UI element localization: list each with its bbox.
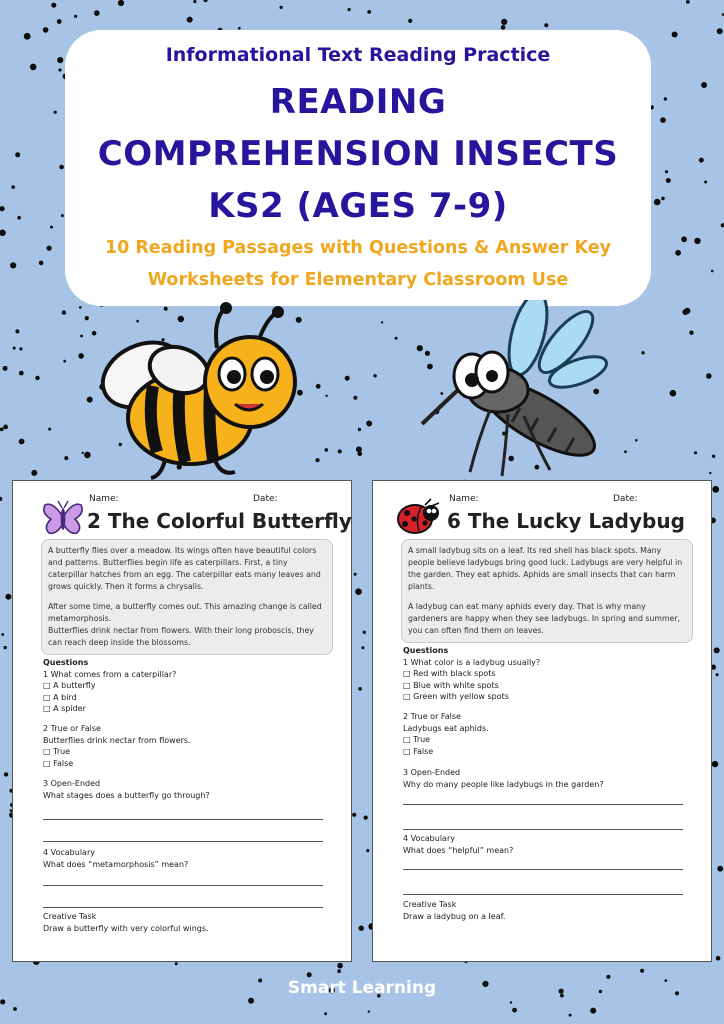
question-1 (43, 657, 176, 715)
background-dot (666, 178, 671, 183)
background-dot (704, 181, 707, 184)
background-dot (689, 331, 693, 335)
background-dot (175, 962, 178, 965)
background-dot (61, 214, 64, 217)
background-dot (345, 376, 350, 381)
background-dot (709, 472, 711, 474)
background-dot (50, 226, 53, 229)
background-dot (686, 0, 690, 4)
background-dot (57, 19, 62, 24)
passage-line: and patterns. Butterflies begin life as caterpillars. First, a tiny (48, 558, 288, 567)
background-dot (39, 261, 44, 266)
background-dot (203, 0, 207, 2)
background-dot (681, 236, 687, 242)
background-dot (711, 270, 714, 273)
answer-option[interactable]: □ True (43, 747, 71, 756)
question-prompt: What does “metamorphosis” mean? (43, 859, 189, 869)
background-dot (670, 390, 677, 397)
answer-line[interactable] (403, 829, 683, 830)
question-prompt: 1 What color is a ladybug usually? (403, 657, 541, 667)
name-label: Name: (89, 494, 119, 504)
passage-line: people believe ladybugs bring good luck. Ladybugs are very helpful in (408, 558, 683, 567)
question-2 (403, 711, 489, 757)
background-dot (248, 998, 254, 1004)
background-dot (512, 1008, 517, 1013)
background-dot (501, 19, 507, 25)
background-dot (357, 451, 362, 456)
question-1 (403, 645, 540, 703)
worksheet-butterfly (12, 480, 352, 962)
ladybug-icon (395, 497, 447, 537)
passage-line: gardeners are happy when they see ladybugs. In spring and summer, (408, 614, 681, 623)
background-dot (54, 111, 57, 114)
question-4 (403, 833, 513, 856)
question-2 (43, 723, 191, 769)
background-dot (13, 347, 16, 350)
answer-line[interactable] (43, 907, 323, 908)
background-dot (324, 1012, 327, 1015)
background-dot (57, 57, 63, 63)
passage-paragraph (48, 545, 326, 593)
background-dot (624, 450, 627, 453)
background-dot (3, 366, 8, 371)
passage-paragraph (48, 601, 326, 649)
answer-line[interactable] (403, 804, 683, 805)
creative-prompt: Draw a butterfly with very colorful wings. (43, 923, 209, 933)
background-dot (337, 963, 343, 969)
answer-line[interactable] (43, 819, 323, 820)
header-title (65, 76, 651, 232)
background-dot (118, 0, 124, 6)
background-dot (0, 230, 6, 237)
background-dot (501, 25, 506, 30)
background-dot (80, 335, 83, 338)
question-heading: 4 Vocabulary (43, 848, 95, 857)
footer-brand: Smart Learning (287, 978, 437, 998)
background-dot (510, 1001, 512, 1003)
background-dot (325, 395, 327, 397)
question-heading: 2 True or False (43, 724, 101, 733)
background-dot (682, 309, 688, 315)
background-dot (337, 969, 341, 973)
background-dot (3, 646, 6, 649)
background-dot (367, 10, 371, 14)
background-dot (712, 761, 718, 767)
background-dot (635, 439, 638, 442)
background-dot (661, 197, 665, 201)
answer-option[interactable]: □ Blue with white spots (403, 680, 499, 690)
background-dot (712, 486, 719, 493)
answer-option[interactable]: □ False (43, 758, 74, 768)
background-dot (717, 28, 723, 34)
background-dot (43, 27, 49, 33)
background-dot (363, 631, 366, 634)
title-line: COMPREHENSION INSECTS (97, 134, 619, 174)
background-dot (672, 32, 678, 38)
background-dot (193, 0, 196, 3)
question-prompt: Why do many people like ladybugs in the garden? (403, 779, 604, 789)
name-label: Name: (449, 494, 479, 504)
background-dot (13, 1007, 17, 1011)
background-dot (15, 329, 19, 333)
background-dot (280, 6, 283, 9)
background-dot (63, 360, 66, 363)
passage-line: Butterflies drink nectar from flowers. With their long proboscis, they (48, 626, 314, 635)
background-dot (0, 206, 5, 211)
background-dot (0, 999, 5, 1004)
creative-task (43, 911, 209, 934)
passage-line: metamorphosis. (48, 614, 112, 623)
question-3 (403, 767, 604, 790)
background-dot (361, 646, 364, 649)
title-line: KS2 (AGES 7-9) (208, 186, 508, 226)
passage-paragraph (408, 545, 686, 593)
background-dot (353, 396, 357, 400)
answer-line[interactable] (43, 885, 323, 886)
answer-option[interactable]: □ False (403, 746, 434, 756)
question-prompt: Ladybugs eat aphids. (403, 723, 489, 733)
background-dot (654, 199, 661, 206)
background-dot (24, 33, 31, 40)
passage-line: A butterfly flies over a meadow. Its wings often have beautiful colors (48, 546, 317, 555)
background-dot (641, 351, 644, 354)
background-dot (187, 17, 193, 23)
background-dot (366, 849, 369, 852)
background-dot (358, 687, 362, 691)
background-dot (590, 1008, 596, 1014)
background-dot (348, 8, 351, 11)
background-dot (712, 455, 715, 458)
passage-line: you can often find them on leaves. (408, 626, 544, 635)
background-dot (675, 250, 681, 256)
background-dot (706, 373, 712, 379)
question-heading: 2 True or False (403, 712, 461, 721)
background-dot (358, 428, 361, 431)
background-dot (694, 451, 697, 454)
background-dot (31, 470, 37, 476)
background-dot (408, 19, 412, 23)
background-dot (87, 397, 93, 403)
question-prompt: Butterflies drink nectar from flowers. (43, 735, 191, 745)
passage-line: plants. (408, 582, 435, 591)
background-dot (11, 185, 15, 189)
date-label: Date: (253, 494, 278, 504)
background-dot (716, 673, 719, 676)
reading-passage (41, 539, 333, 655)
background-dot (0, 497, 2, 501)
reading-passage (401, 539, 693, 643)
background-dot (381, 321, 383, 323)
background-dot (74, 15, 77, 18)
background-dot (660, 117, 666, 123)
background-dot (48, 428, 51, 431)
passage-line: After some time, a butterfly comes out. This amazing change is called (48, 602, 322, 611)
answer-option[interactable]: □ A spider (43, 704, 86, 713)
background-dot (62, 310, 66, 314)
background-dot (30, 64, 37, 71)
background-dot (316, 384, 321, 389)
passage-line: caterpillar hatches from an egg. The caterpillar eats many leaves and (48, 570, 321, 579)
worksheet-title: 2 The Colorful Butterfly (87, 509, 352, 533)
background-dot (19, 439, 25, 445)
background-dot (569, 1014, 572, 1017)
answer-option[interactable]: □ Green with yellow spots (403, 692, 509, 701)
creative-task (403, 899, 505, 922)
questions-heading: Questions (403, 646, 449, 655)
background-dot (64, 456, 68, 460)
answer-option[interactable]: □ True (403, 735, 431, 744)
background-dot (51, 3, 56, 8)
answer-line[interactable] (403, 869, 683, 870)
background-dot (85, 316, 89, 320)
question-prompt: 1 What comes from a caterpillar? (43, 669, 177, 679)
passage-paragraph (408, 601, 686, 637)
background-dot (716, 956, 721, 961)
question-prompt: What does “helpful” mean? (403, 845, 514, 855)
background-dot (58, 68, 61, 71)
background-dot (395, 337, 398, 340)
background-dot (17, 216, 21, 220)
creative-heading: Creative Task (43, 912, 97, 921)
answer-option[interactable]: □ A bird (43, 692, 77, 702)
background-dot (84, 452, 91, 459)
background-dot (35, 376, 39, 380)
background-dot (544, 23, 548, 27)
background-dot (19, 371, 24, 376)
background-dot (94, 10, 100, 16)
background-dot (59, 165, 64, 170)
background-dot (338, 449, 342, 453)
creative-heading: Creative Task (403, 900, 457, 909)
background-dot (1, 633, 4, 636)
answer-line[interactable] (403, 894, 683, 895)
background-dot (694, 238, 700, 244)
title-line: READING (269, 82, 447, 122)
answer-line[interactable] (43, 841, 323, 842)
background-dot (15, 152, 20, 157)
background-dot (307, 972, 312, 977)
worksheet-title: 6 The Lucky Ladybug (447, 509, 685, 533)
answer-option[interactable]: □ A butterfly (43, 681, 96, 690)
background-dot (82, 452, 84, 454)
background-dot (359, 926, 364, 931)
background-dot (714, 647, 720, 653)
passage-line: A ladybug can eat many aphids every day. That is why many (408, 602, 646, 611)
background-dot (665, 170, 668, 173)
background-dot (699, 158, 704, 163)
answer-option[interactable]: □ Red with black spots (403, 669, 496, 678)
passage-line: the garden. They eat aphids. Aphids are small insects that can harm (408, 570, 676, 579)
tagline-line: Worksheets for Elementary Classroom Use (147, 270, 569, 290)
creative-prompt: Draw a ladybug on a leaf. (403, 911, 506, 921)
background-dot (47, 246, 52, 251)
background-dot (4, 772, 8, 776)
passage-line: grows quickly. Then it forms a chrysalis. (48, 582, 204, 591)
question-heading: 3 Open-Ended (43, 779, 101, 788)
background-dot (0, 427, 4, 431)
questions-heading: Questions (43, 658, 89, 667)
background-dot (79, 306, 82, 309)
question-heading: 3 Open-Ended (403, 768, 461, 777)
background-dot (78, 353, 84, 359)
background-dot (5, 594, 11, 600)
background-dot (640, 969, 644, 973)
passage-line: A small ladybug sits on a leaf. Its red shell has black spots. Many (408, 546, 662, 555)
date-label: Date: (613, 494, 638, 504)
background-dot (717, 866, 723, 872)
background-dot (354, 573, 357, 576)
mosquito-icon (420, 300, 615, 480)
background-dot (368, 1010, 370, 1012)
butterfly-icon (41, 499, 85, 537)
background-dot (355, 588, 362, 595)
worksheet-ladybug (372, 480, 712, 962)
background-dot (664, 97, 667, 100)
tagline-line: 10 Reading Passages with Questions & Answer Key (104, 238, 612, 258)
question-heading: 4 Vocabulary (403, 834, 455, 843)
background-dot (10, 262, 16, 268)
bee-icon (95, 300, 310, 490)
background-dot (364, 816, 368, 820)
question-3 (43, 778, 210, 801)
background-dot (19, 347, 22, 350)
question-prompt: What stages does a butterfly go through? (43, 790, 210, 800)
header-card (65, 30, 651, 306)
passage-line: can reach deep inside the blossoms. (48, 638, 191, 647)
header-subtitle: Informational Text Reading Practice (165, 44, 551, 66)
question-4 (43, 847, 188, 870)
background-dot (352, 813, 356, 817)
background-dot (373, 374, 376, 377)
background-dot (3, 425, 8, 430)
background-dot (325, 448, 329, 452)
background-dot (701, 82, 707, 88)
background-dot (366, 421, 372, 427)
background-dot (315, 458, 319, 462)
